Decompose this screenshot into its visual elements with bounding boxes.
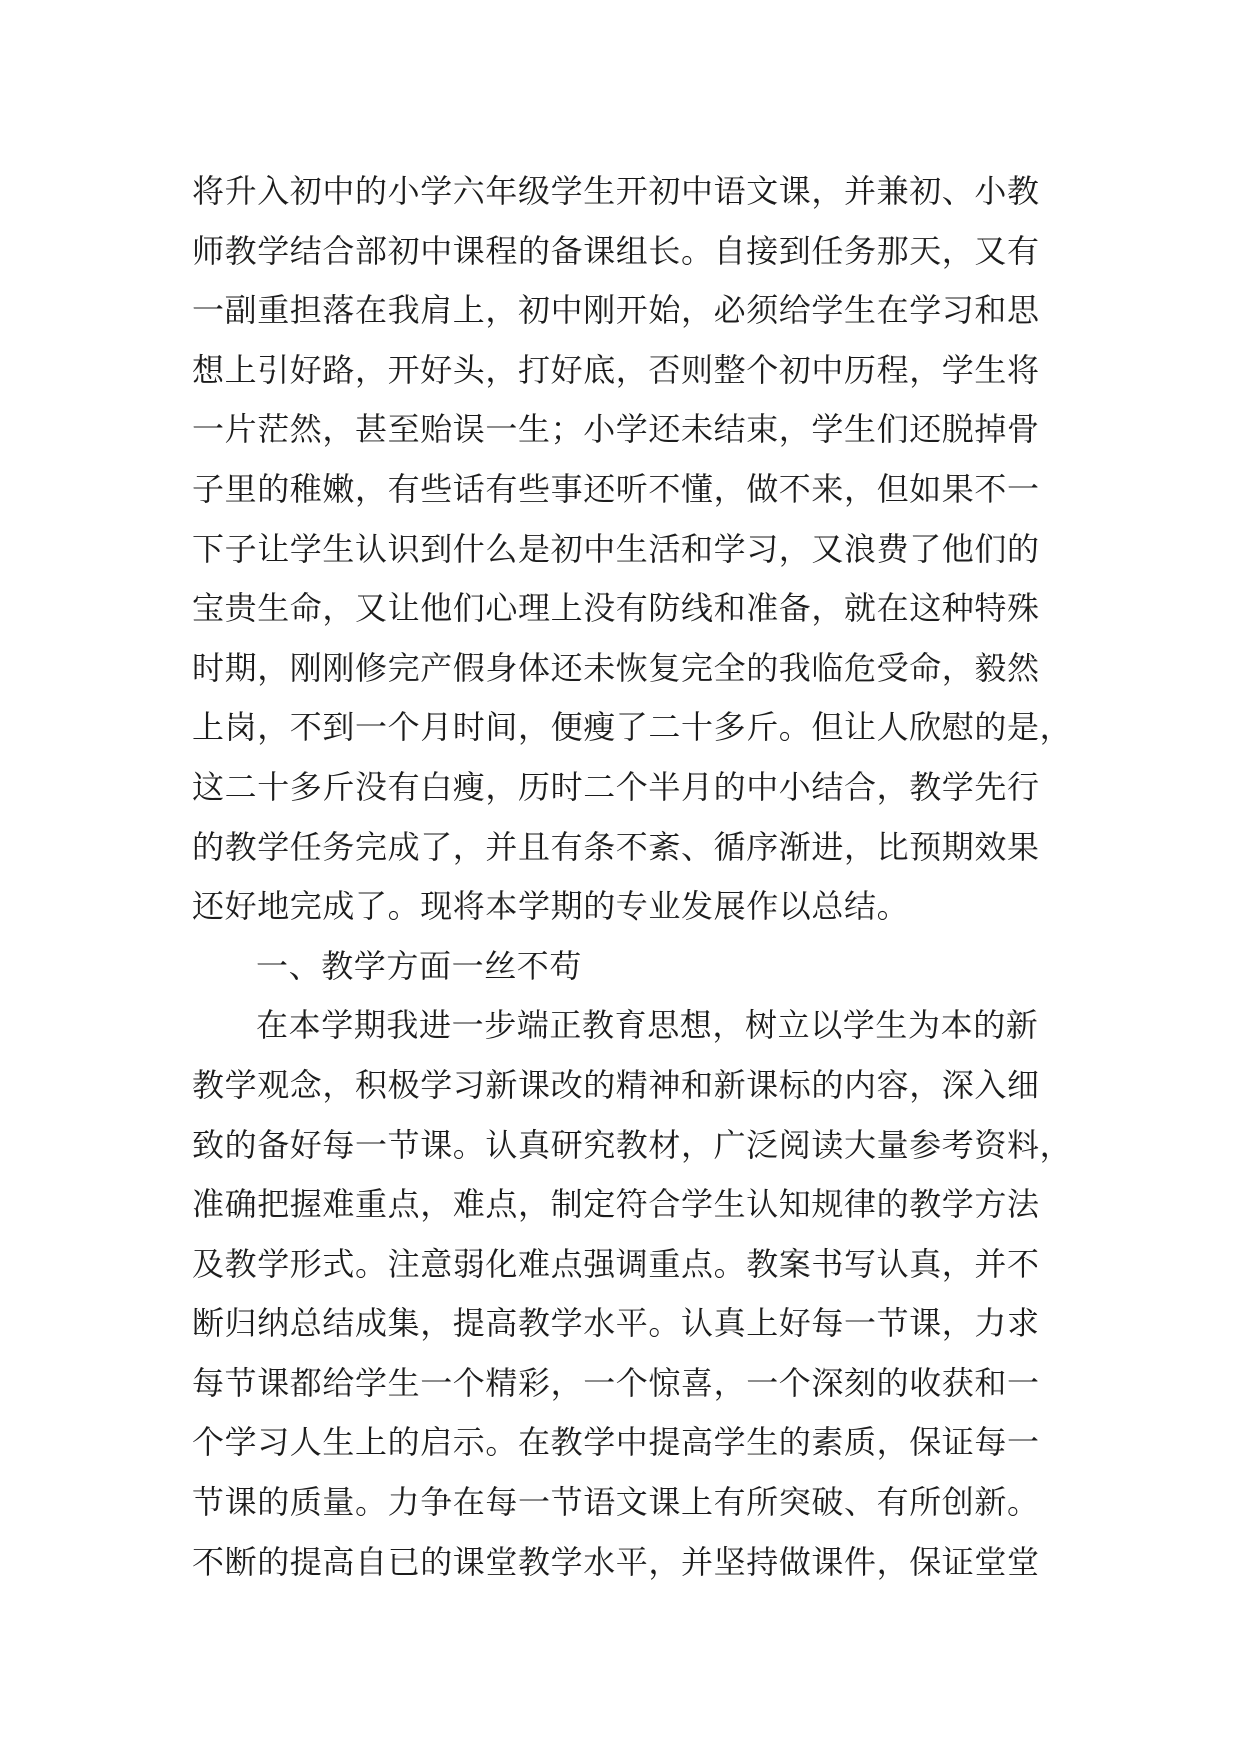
text-line: 每节课都给学生一个精彩，一个惊喜，一个深刻的收获和一 xyxy=(192,1363,1040,1402)
text-line: 的教学任务完成了，并且有条不紊、循序渐进，比预期效果 xyxy=(192,827,1040,866)
text-line: 宝贵生命，又让他们心理上没有防线和准备，就在这种特殊 xyxy=(192,589,1040,628)
text-line: 时期，刚刚修完产假身体还未恢复完全的我临危受命，毅然 xyxy=(192,648,1040,687)
paragraph-first-line: 在本学期我进一步端正教育思想，树立以学生为本的新 xyxy=(256,1006,1039,1045)
text-line: 一片茫然，甚至贻误一生；小学还未结束，学生们还脱掉骨 xyxy=(192,410,1040,449)
text-line: 一副重担落在我肩上，初中刚开始，必须给学生在学习和思 xyxy=(192,291,1040,330)
text-line: 这二十多斤没有白瘦，历时二个半月的中小结合，教学先行 xyxy=(192,767,1040,806)
body-text xyxy=(192,162,1072,1592)
text-line: 及教学形式。注意弱化难点强调重点。教案书写认真，并不 xyxy=(192,1244,1040,1283)
text-line: 节课的质量。力争在每一节语文课上有所突破、有所创新。 xyxy=(192,1483,1040,1522)
text-line: 教学观念，积极学习新课改的精神和新课标的内容，深入细 xyxy=(192,1065,1040,1104)
text-line: 准确把握难重点，难点，制定符合学生认知规律的教学方法 xyxy=(192,1185,1040,1224)
text-line: 不断的提高自已的课堂教学水平，并坚持做课件，保证堂堂 xyxy=(192,1542,1040,1581)
text-line: 将升入初中的小学六年级学生开初中语文课，并兼初、小教 xyxy=(192,172,1040,210)
text-line: 断归纳总结成集，提高教学水平。认真上好每一节课，力求 xyxy=(192,1304,1040,1343)
text-line: 个学习人生上的启示。在教学中提高学生的素质，保证每一 xyxy=(192,1423,1040,1462)
text-line: 上岗，不到一个月时间，便瘦了二十多斤。但让人欣慰的是， xyxy=(192,708,1073,747)
text-line: 还好地完成了。现将本学期的专业发展作以总结。 xyxy=(192,887,910,926)
section-heading: 一、教学方面一丝不苟 xyxy=(256,946,583,985)
text-line: 想上引好路，开好头，打好底，否则整个初中历程，学生将 xyxy=(192,350,1040,389)
text-line: 下子让学生认识到什么是初中生活和学习，又浪费了他们的 xyxy=(192,529,1040,568)
text-line: 致的备好每一节课。认真研究教材，广泛阅读大量参考资料， xyxy=(192,1125,1073,1164)
text-line: 师教学结合部初中课程的备课组长。自接到任务那天，又有 xyxy=(192,231,1040,270)
text-line: 子里的稚嫩，有些话有些事还听不懂，做不来，但如果不一 xyxy=(192,469,1040,508)
